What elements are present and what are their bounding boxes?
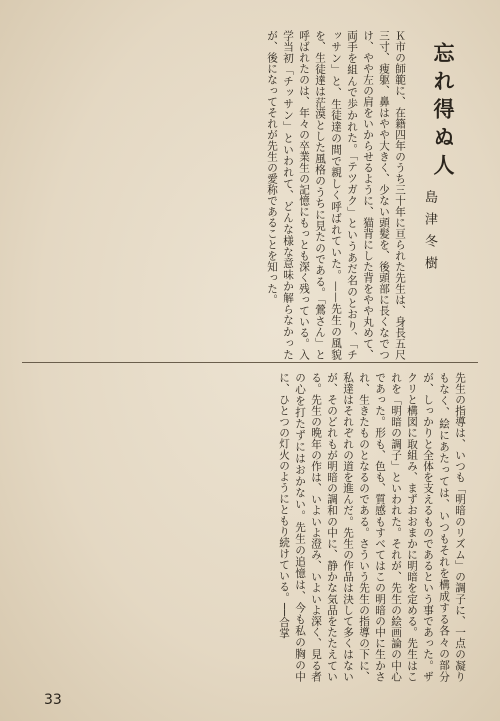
top-section-body: Ｋ市の師範に、在籍四年のうち三十年に亘られた先生は、身長五尺三寸、痩躯、鼻はやや大きく、少ない頭髪を、後頭部に長くなでつけ、やや左の肩をいからせるように、猫背にした背をやや丸めて、両手を組んで歩かれた。「テツガク」というあだ名のとおり、「チッサン」と、生徒達の間で親しく呼ばれていた。——先生の風貌を、生徒達は茫漠とした風格のうちに見たのである。「鶯さん」と呼ばれたのは、年々の卒業生の記憶にもっとも深く残っている。入学当初「チッサン」といわれて、どんな様な意味か解らなかったが、後になってそれが先生の愛称であることを知った。 [266,30,406,360]
section-divider [22,362,478,363]
article-title: 忘れ得ぬ人 [431,42,455,182]
article-author: 島津冬樹 [422,190,437,278]
bottom-section-body: 先生の指導は、いつも「明暗のリズム」の調子に、一点の凝りもなく、絵にあたっては、いつもそれを構成する各々の部分が、しっかりと全体を支えるものであるという事であった。ザクリと構図に取組み、まずおおまかに明暗を定める。先生はこれを「明暗の調子」といわれた。それが、先生の絵画論の中心であった。形も、色も、質感もすべてはこの明暗の中に生かされ、生きたものとなるのである。さういう先生の指導の下に、私達はそれぞれの道を進んだ。先生の作品は決して多くはないが、そのどれもが明暗の調和の中に、静かな気品をたたえている。先生の晩年の作は、いよいよ澄み、いよいよ深く、見る者の心を打たずにはおかない。先生の追憶は、今も私の胸の中に、ひとつの灯火のようにともり続けている。──合掌 [278,372,466,682]
page-number: 33 [44,692,62,708]
